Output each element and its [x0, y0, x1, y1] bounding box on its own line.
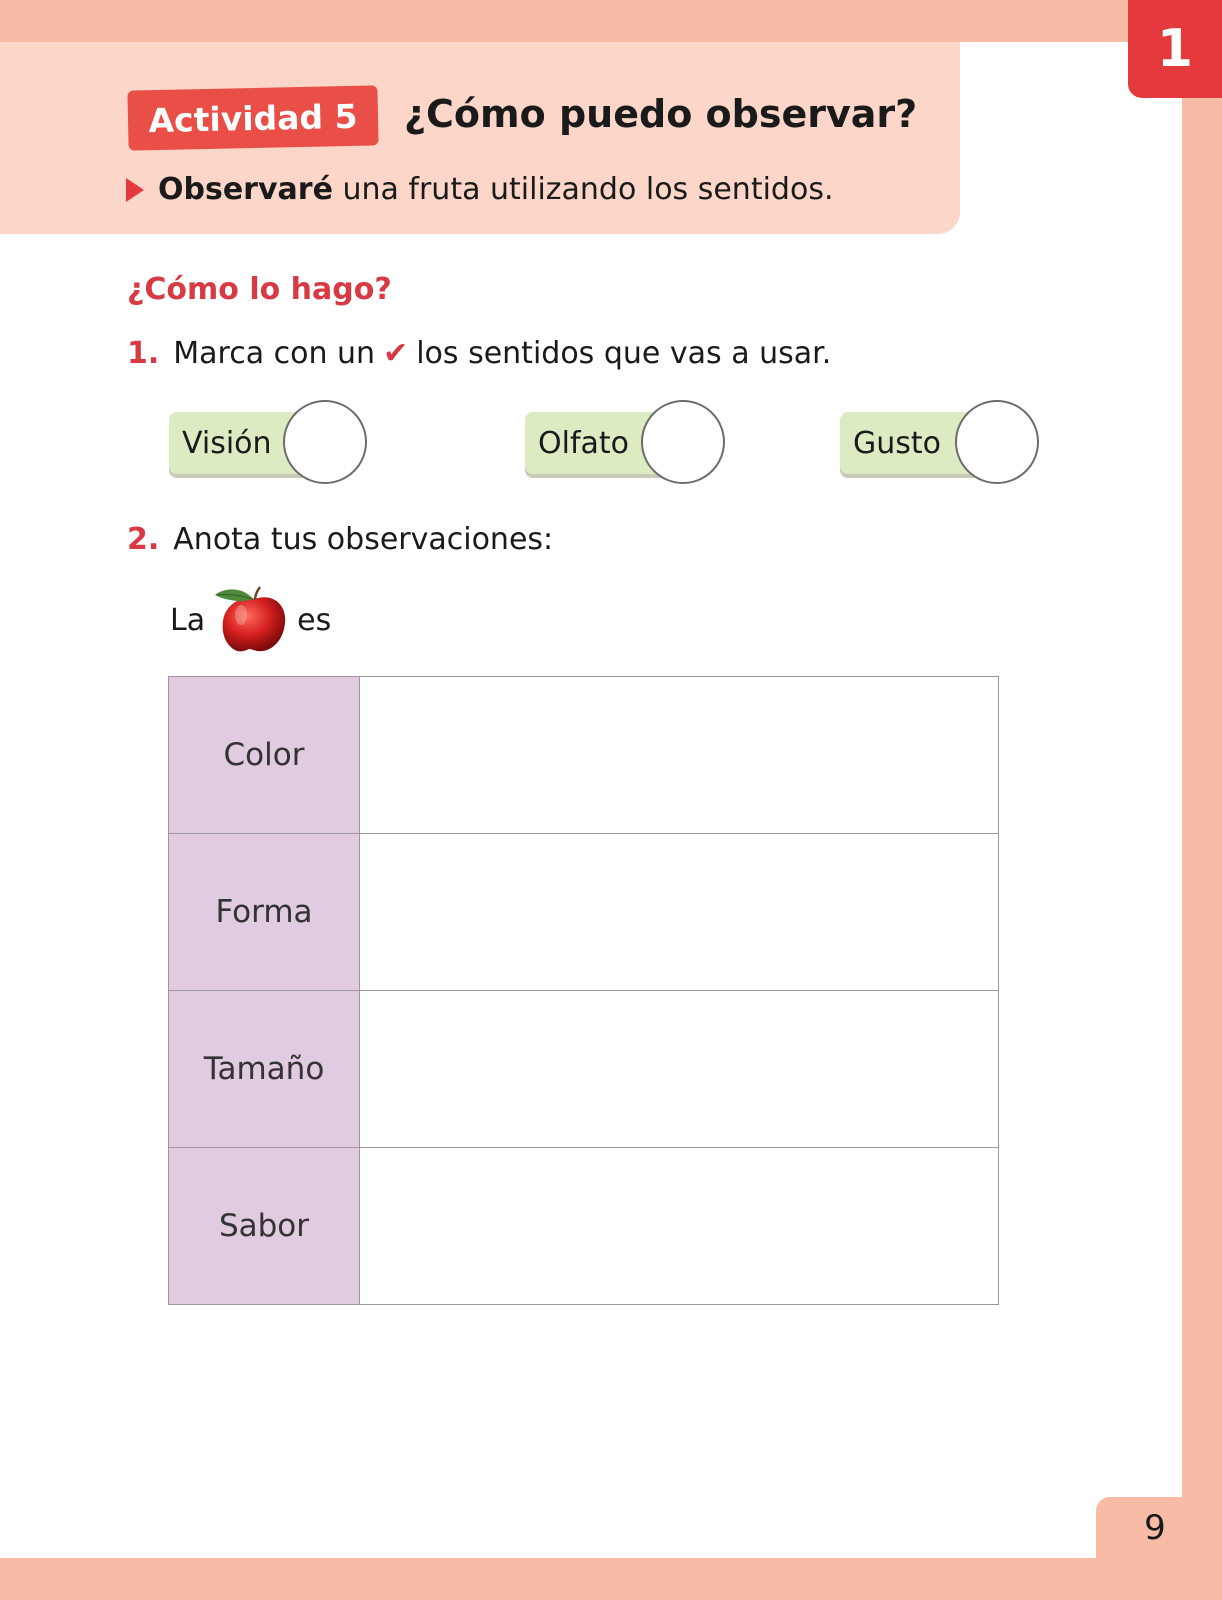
- sense-label: Gusto: [840, 412, 990, 474]
- step-text-rest: los sentidos que vas a usar.: [416, 336, 832, 371]
- check-icon: ✔: [383, 336, 409, 371]
- table-row: [169, 834, 999, 991]
- activity-badge: Actividad 5: [127, 85, 378, 150]
- apple-icon: [211, 585, 291, 655]
- step-text: Anota tus observaciones:: [173, 522, 554, 557]
- table-row: [169, 677, 999, 834]
- answer-cell-taste[interactable]: [360, 1148, 999, 1305]
- top-border: [0, 0, 1222, 42]
- fruit-sentence: [170, 585, 331, 655]
- bottom-border: [0, 1558, 1222, 1600]
- activity-title: ¿Cómo puedo observar?: [404, 92, 918, 136]
- row-label-taste: Sabor: [169, 1148, 360, 1305]
- chapter-tab: 1: [1128, 0, 1222, 98]
- step-2: [127, 522, 553, 557]
- sense-checkbox[interactable]: [283, 400, 367, 484]
- goal-text: una fruta utilizando los sentidos.: [342, 172, 834, 207]
- step-text: Marca con un: [173, 336, 376, 371]
- step-number: 1.: [127, 336, 160, 371]
- goal-verb: Observaré: [158, 172, 333, 207]
- row-label-color: Color: [169, 677, 360, 834]
- page-number: 9: [1096, 1497, 1222, 1558]
- answer-cell-size[interactable]: [360, 991, 999, 1148]
- sense-checkbox[interactable]: [955, 400, 1039, 484]
- section-heading: ¿Cómo lo hago?: [127, 272, 392, 307]
- step-number: 2.: [127, 522, 160, 557]
- answer-cell-color[interactable]: [360, 677, 999, 834]
- observation-table: [168, 676, 999, 1305]
- row-label-shape: Forma: [169, 834, 360, 991]
- sense-label: Visión: [169, 412, 319, 474]
- sentence-start: La: [170, 602, 206, 638]
- table-row: [169, 1148, 999, 1305]
- right-border: [1182, 0, 1222, 1600]
- row-label-size: Tamaño: [169, 991, 360, 1148]
- answer-cell-shape[interactable]: [360, 834, 999, 991]
- step-1: [127, 336, 831, 371]
- activity-goal: [126, 172, 833, 207]
- bullet-icon: [126, 178, 144, 202]
- table-row: [169, 991, 999, 1148]
- sentence-end: es: [297, 602, 332, 638]
- sense-checkbox[interactable]: [641, 400, 725, 484]
- sense-label: Olfato: [525, 412, 675, 474]
